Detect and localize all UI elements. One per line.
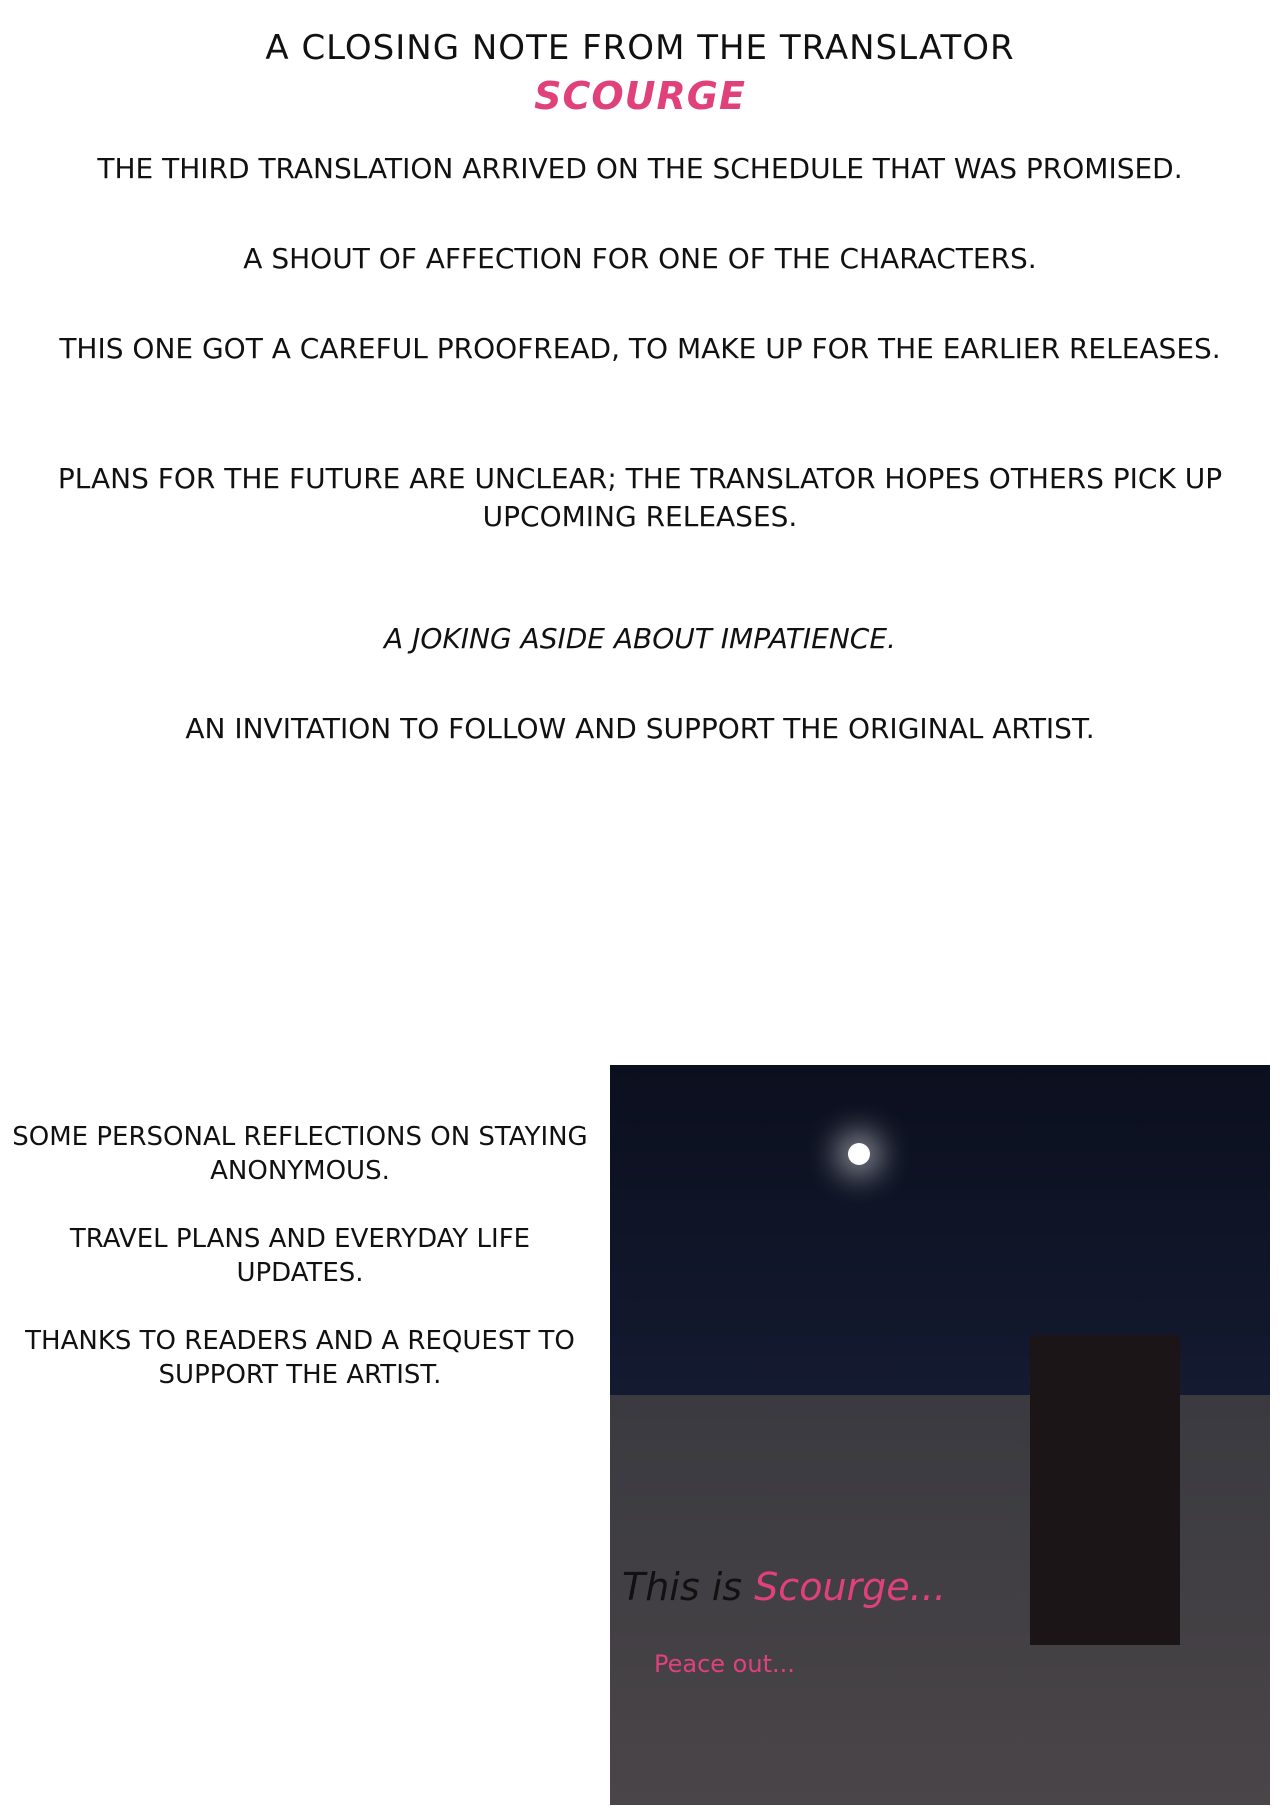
caption-prefix: This is: [622, 1565, 743, 1609]
paragraph-2: A SHOUT OF AFFECTION FOR ONE OF THE CHARACTERS.: [243, 242, 1037, 275]
toy-figure: [1030, 1335, 1180, 1645]
caption-name: Scourge...: [754, 1565, 946, 1609]
paragraph-4: PLANS FOR THE FUTURE ARE UNCLEAR; THE TRANSLATOR HOPES OTHERS PICK UP UPCOMING RELEASES.: [57, 462, 1223, 533]
paragraph-1: THE THIRD TRANSLATION ARRIVED ON THE SCHEDULE THAT WAS PROMISED.: [97, 152, 1183, 185]
page-heading: [0, 28, 1280, 118]
night-photo: [610, 1065, 1270, 1805]
streetlight-glow: [848, 1143, 870, 1165]
heading-name: SCOURGE: [534, 74, 746, 118]
left-paragraph-2: TRAVEL PLANS AND EVERYDAY LIFE UPDATES.: [69, 1224, 531, 1288]
paragraph-6: AN INVITATION TO FOLLOW AND SUPPORT THE ORIGINAL ARTIST.: [185, 712, 1095, 745]
left-paragraph-3: THANKS TO READERS AND A REQUEST TO SUPPORT THE ARTIST.: [25, 1326, 575, 1390]
photo-subcaption: Peace out...: [654, 1650, 795, 1678]
paragraph-5: A JOKING ASIDE ABOUT IMPATIENCE.: [384, 622, 896, 655]
left-paragraph-1: SOME PERSONAL REFLECTIONS ON STAYING ANONYMOUS.: [12, 1122, 588, 1186]
heading-line: A CLOSING NOTE FROM THE TRANSLATOR: [265, 28, 1015, 68]
left-column: [10, 1120, 590, 1426]
photo-caption: [622, 1565, 946, 1609]
paragraph-3: THIS ONE GOT A CAREFUL PROOFREAD, TO MAKE UP FOR THE EARLIER RELEASES.: [59, 332, 1221, 365]
